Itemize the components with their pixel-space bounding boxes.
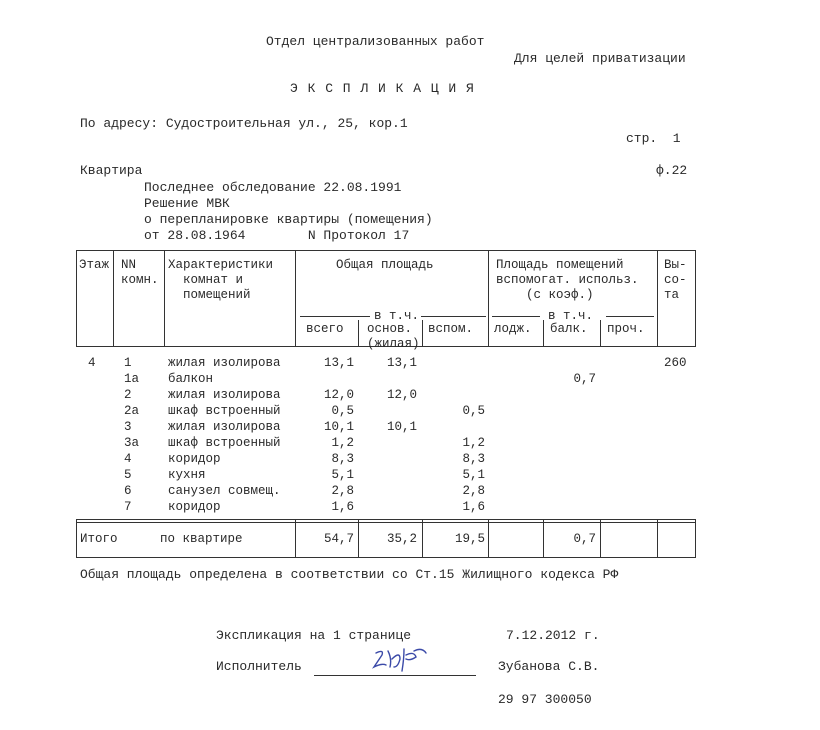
executor-name: Зубанова С.В. [498, 659, 600, 674]
room-description: коридор [168, 500, 221, 514]
header-main: основ. (жилая) [367, 322, 420, 351]
room-aux-area: 0,5 [462, 404, 485, 418]
totals-aux: 19,5 [454, 532, 485, 546]
room-description: кухня [168, 468, 206, 482]
room-description: жилая изолирова [168, 356, 281, 370]
room-number: 3а [124, 436, 140, 450]
header-room-no: NN комн. [121, 258, 159, 287]
room-total-area: 5,1 [331, 468, 354, 482]
header-aux-area: Площадь помещений вспомогат. использ. (с коэф.) [496, 258, 639, 302]
room-aux-area: 1,6 [462, 500, 485, 514]
decision-line-3: от 28.08.1964 N Протокол 17 [144, 228, 410, 243]
floor-value: 4 [88, 356, 96, 370]
signature-icon [370, 645, 430, 675]
height-value: 260 [664, 356, 687, 370]
room-total-area: 1,2 [331, 436, 354, 450]
header-aux: вспом. [428, 322, 474, 336]
room-number: 1а [124, 372, 140, 386]
room-total-area: 8,3 [331, 452, 354, 466]
totals-balcony: 0,7 [573, 532, 596, 546]
totals-label: Итого [80, 532, 118, 546]
room-total-area: 2,8 [331, 484, 354, 498]
phone-number: 29 97 300050 [498, 692, 592, 707]
last-survey: Последнее обследование 22.08.1991 [144, 180, 402, 195]
room-description: шкаф встроенный [168, 404, 281, 418]
room-aux-area: 5,1 [462, 468, 485, 482]
room-main-area: 10,1 [386, 420, 417, 434]
room-description: жилая изолирова [168, 388, 281, 402]
header-total: всего [306, 322, 344, 336]
department: Отдел централизованных работ [266, 34, 485, 49]
room-description: санузел совмещ. [168, 484, 281, 498]
totals-main: 35,2 [386, 532, 417, 546]
room-number: 3 [124, 420, 132, 434]
room-number: 5 [124, 468, 132, 482]
room-description: балкон [168, 372, 214, 386]
room-balcony-area: 0,7 [573, 372, 596, 386]
room-aux-area: 2,8 [462, 484, 485, 498]
decision-line-1: Решение МВК [144, 196, 230, 211]
header-other: проч. [607, 322, 645, 336]
room-aux-area: 1,2 [462, 436, 485, 450]
room-number: 7 [124, 500, 132, 514]
header-incl: в т.ч. [374, 309, 420, 323]
room-total-area: 1,6 [331, 500, 354, 514]
room-description: шкаф встроенный [168, 436, 281, 450]
room-number: 4 [124, 452, 132, 466]
room-total-area: 13,1 [323, 356, 354, 370]
document-date: 7.12.2012 г. [506, 628, 600, 643]
header-balcony: балк. [550, 322, 588, 336]
room-number: 1 [124, 356, 132, 370]
header-loggia: лодж. [494, 322, 532, 336]
totals-scope: по квартире [160, 532, 243, 546]
document-title: Э К С П Л И К А Ц И Я [290, 81, 475, 96]
room-description: коридор [168, 452, 221, 466]
pages-count: Экспликация на 1 странице [216, 628, 412, 643]
room-number: 2 [124, 388, 132, 402]
executor-label: Исполнитель [216, 659, 302, 674]
header-description: Характеристики комнат и помещений [168, 258, 274, 302]
room-total-area: 0,5 [331, 404, 354, 418]
room-total-area: 12,0 [323, 388, 354, 402]
room-total-area: 10,1 [323, 420, 354, 434]
room-number: 2а [124, 404, 140, 418]
explication-table [76, 250, 696, 558]
room-aux-area: 8,3 [462, 452, 485, 466]
totals-total: 54,7 [323, 532, 354, 546]
form-number: ф.22 [656, 163, 688, 178]
object-type: Квартира [80, 163, 143, 178]
room-description: жилая изолирова [168, 420, 281, 434]
header-height: Вы- со- та [664, 258, 687, 302]
purpose: Для целей приватизации [514, 51, 686, 66]
page-number: стр. 1 [626, 131, 681, 146]
decision-line-2: о перепланировке квартиры (помещения) [144, 212, 433, 227]
header-total-area: Общая площадь [336, 258, 434, 272]
area-note: Общая площадь определена в соответствии со Ст.15 Жилищного кодекса РФ [80, 567, 619, 582]
signature-line [314, 675, 476, 676]
room-main-area: 13,1 [386, 356, 417, 370]
address: По адресу: Судостроительная ул., 25, кор.1 [80, 116, 408, 131]
room-main-area: 12,0 [386, 388, 417, 402]
header-incl-2: в т.ч. [548, 309, 594, 323]
header-floor: Этаж [79, 258, 110, 272]
room-number: 6 [124, 484, 132, 498]
